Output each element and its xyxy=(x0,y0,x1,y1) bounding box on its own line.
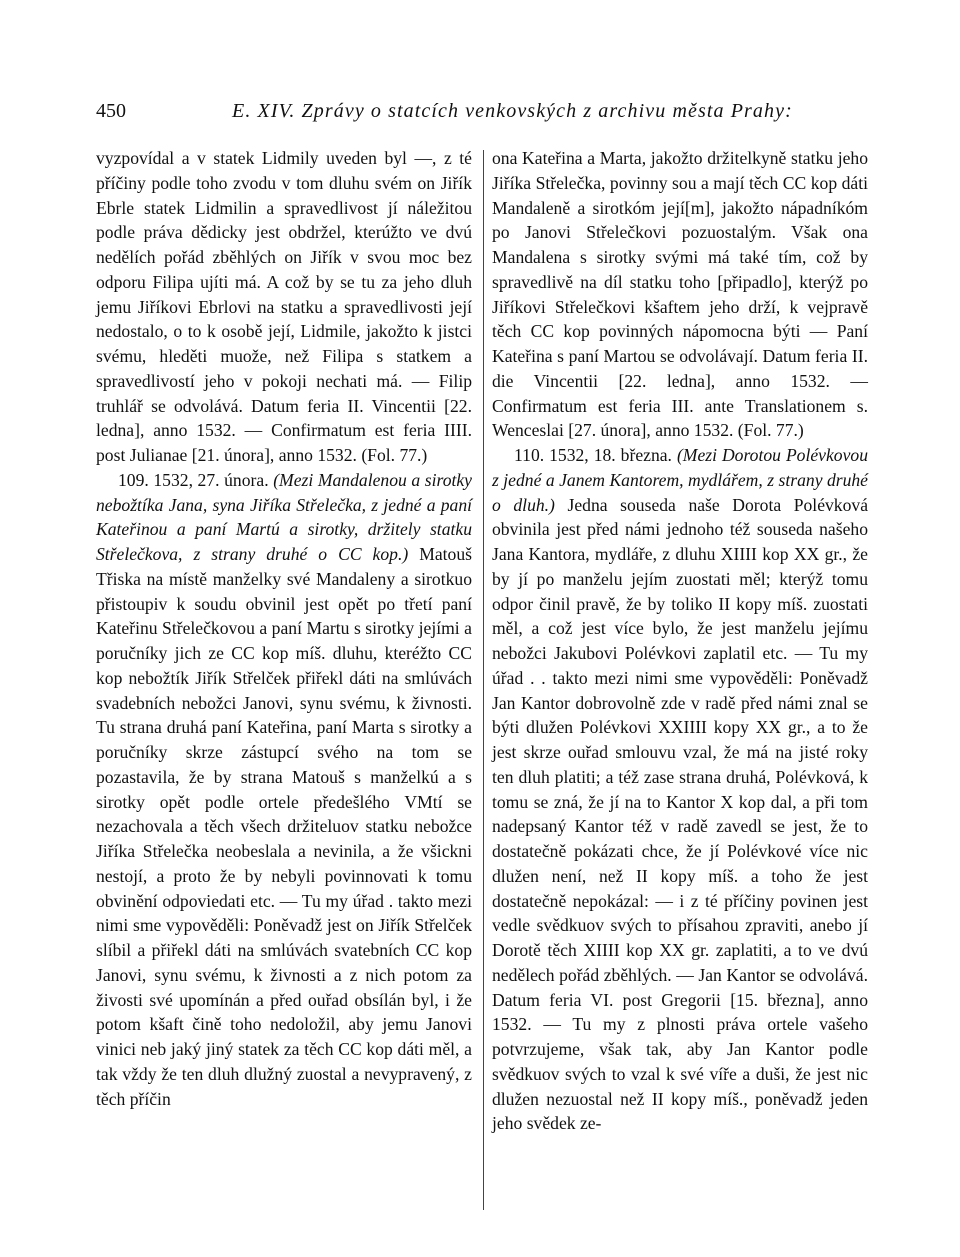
entry-110-text: Jedna souseda naše Dorota Polévková obvinila jest před námi jednoho též souseda našeho Jana Kantora, mydláře, z dluhu XIIII kop XX gr., že by jí po manželu jejím zuostati měl; kterýž tomu odpor činil pravě, že by toliko II kopy míš. zuostati měl, a což jest více bylo, že jest manželu jejímu nebožci Jakubovi Polévkovi zaplatil etc. — Tu my úřad . . takto mezi nimi sme vypověděli: Poněvadž Jan Kantor dobrovolně zde v radě před námi znal se býti dlužen Polévkovi XXIIII kopy XX gr., a to že jest skrze ouřad smlouvu vzal, že má na jisté roky ten dluh platiti; a též zase strana druhá, Polévková, k tomu se zná, že jí na to Kantor X kop dal, a při tom nadepsaný Kantor též v radě zavedl se jest, že to dostatečně pokázati chce, že jí Polévkové více nic dlužen není, než II kopy míš. a toho že jest dostatečně nepokázal: — i z té příčiny povinen jest vedle svědkuov svých to přísahou zpraviti, anebo jí Dorotě těch XIIII kop XX gr. zaplatiti, a to ve dvú nedělech pořád zběhlých. — Jan Kantor se odvolává. Datum feria VI. post Gregorii [15. března], anno 1532. — Tu my z plnosti práva ortele vašeho potvrzujeme, však tak, aby Jan Kantor podle svědkuov svých to vzal k své víře a duši, že jest nic dlužen nezuostal než II kopy míš., poněvadž jeden jeho svědek ze- xyxy=(492,494,869,1134)
page-header xyxy=(96,96,866,126)
entry-109 xyxy=(96,468,472,1112)
entry-109-text: Matouš Třiska na místě manželky své Mandaleny a sirotkuo přistoupiv k soudu obvinil jest opět po třetí paní Kateřinu Střelečkovou a paní Martu s sirotky jejími a poručníky jich ze CC kop míš. dluhu, kteréžto CC kop nebožtík Jiřík Střelček přiřekl dáti na smlúvách svadebních nebožci Janovi, synu svému, k živnosti. Tu strana druhá paní Kateřina, paní Marta s sirotky a poručníky skrze zástupcí svého na tom se pozastavila, že by strana Matouš s manželkú a s sirotky opět podle ortele předešlého VMtí se nezachovala a těch všech držiteluov statku nebožce Jiříka Střelečka neobeslala a nevinila, a že všickni nestojí, a proto že by nebyli povinnovati k tomu obvinění odpoviedati etc. — Tu my úřad . takto mezi nimi sme vypověděli: Poněvadž jest on Jiřík Střelček slíbil a přiřekl dáti na smlúvách svatebních CC kop Janovi, synu svému, k živnosti a z nich potom za živosti své upomínán a před ouřad obsílán byl, i že potom kšaft čině toho nedoložil, aby jemu Janovi vinici neb jaký jiný statek za těch CC kop dáti měl, a tak vždy že ten dluh dlužný zuostal a nevypravený, z těch příčin xyxy=(96,544,472,1109)
entry-110-heading: 110. 1532, 18. března. xyxy=(514,445,672,465)
left-paragraph-continuation: vyzpovídal a v statek Lidmily uveden byl —, z té příčiny podle toho zvodu v tom dluhu svém on Jiřík Ebrle statek Lidmilin a spravedlivost jí náležitou podle práva dědicky jest obdržel, kterúžto ve dvú nedělích pořád zběhlých on Jiřík v svou moc bez odporu Filipa ujíti má. A což by se tu za jeho dluh jemu Jiříkovi Ebrlovi na statku a spravedlivosti její nedostalo, o to k osobě její, Lidmile, jakožto k jistci svému, hleděti muože, než Filipa s statkem a spravedlivostí jeho v pokoji nechati má. — Filip truhlář se odvolává. Datum feria II. Vincentii [22. ledna], anno 1532. — Confirmatum est feria IIII. post Julianae [21. února], anno 1532. (Fol. 77.) xyxy=(96,148,472,465)
right-paragraph-continuation: ona Kateřina a Marta, jakožto držitelkyně statku jeho Jiříka Střelečka, povinny sou a mají těch CC kop dáti Mandaleně a sirotkóm její[m], jakožto nápadníkóm po Janovi Střelečkovi pozuostalým. Však ona Mandalena s sirotky svými má také tím, což by spravedlivě na díl statku toho [připadlo], kterýž po Jiříkovi Střelečkovi kšaftem jeho drží, k vejpravě těch CC kop povinných nápomocna býti — Paní Kateřina s paní Martou se odvolávají. Datum feria II. die Vincentii [22. ledna], anno 1532. — Confirmatum est feria III. ante Translationem s. Wenceslai [27. února], anno 1532. (Fol. 77.) xyxy=(492,148,868,441)
entry-110-title: (Mezi Dorotou Polévkovou z jedné a Janem Kantorem, mydlářem, z strany druhé o dluh.) xyxy=(492,445,868,515)
running-head: E. XIV. Zprávy o statcích venkovských z archivu města Prahy: xyxy=(232,100,793,122)
column-divider xyxy=(483,150,484,1210)
entry-109-title: (Mezi Mandalenou a sirotky nebožtíka Jana, syna Jiříka Střelečka, z jedné a paní Kateřinou a paní Martú a sirotky, držitely statku Střelečkova, z strany druhé o CC kop.) xyxy=(96,469,472,564)
entry-110 xyxy=(492,443,868,1136)
page-number: 450 xyxy=(96,100,126,122)
right-column xyxy=(492,146,868,1136)
entry-109-heading: 109. 1532, 27. února. xyxy=(118,469,269,490)
left-column xyxy=(96,146,472,1111)
